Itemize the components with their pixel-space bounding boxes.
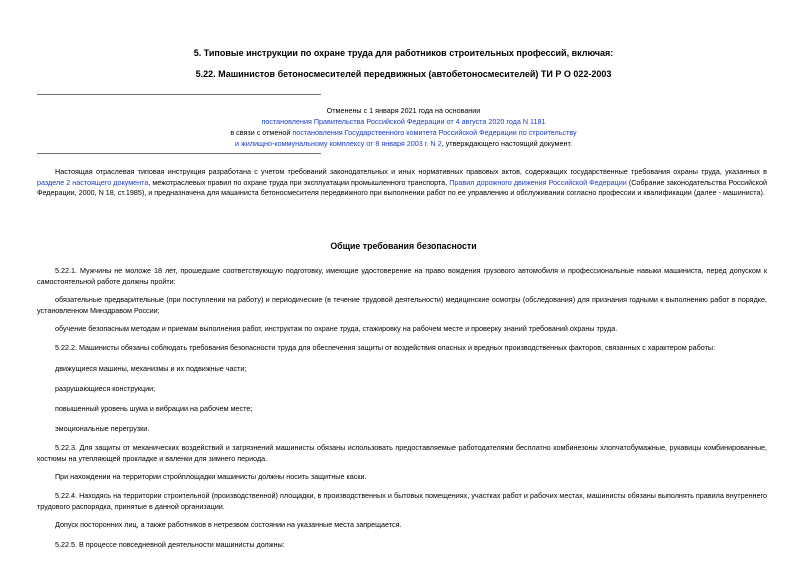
- intro-text-1: Настоящая отраслевая типовая инструкция разработана с учетом требований законодательных и иных нормативных правовых актов, содержащих государственные требования охраны труда, указанных в: [55, 167, 767, 176]
- intro-text-3: (Собрание законодательства Российской Федерации, 2000, N 18, ст.1985), и предназначена для машиниста бетоносмесителя передвижного при выполнении работ по ее управлению и обслуживании согласно профессии и квалификации (далее - машиниста).: [37, 177, 767, 197]
- paragraph-5-22-1: 5.22.1. Мужчины не моложе 18 лет, прошедшие соответствующую подготовку, имеющие удостоверение на право вождения грузового автомобиля и профессиональные навыки машиниста, перед допуском к самостоятельной работе должны пройти:: [37, 266, 767, 286]
- paragraph-5-22-5: 5.22.5. В процессе повседневной деятельности машинисты должны:: [55, 540, 285, 549]
- intro-link-section-2[interactable]: разделе 2 настоящего документа: [37, 177, 149, 187]
- paragraph-training: обучение безопасным методам и приемам выполнения работ, инструктаж по охране труда, стажировку на рабочем месте и проверку знаний требований охраны труда.: [55, 324, 618, 333]
- list-item-structures: разрушающиеся конструкции;: [55, 384, 156, 393]
- notice-link-decree[interactable]: постановления Правительства Российской Федерации от 4 августа 2020 года N 1181: [261, 117, 546, 126]
- notice-line-3-prefix: в связи с отменой: [230, 128, 293, 137]
- intro-link-traffic-rules[interactable]: Правил дорожного движения Российской Федерации: [449, 177, 627, 187]
- intro-paragraph: [37, 167, 767, 199]
- paragraph-5-22-4: 5.22.4. Находясь на территории строительной (производственной) площадки, в производственных и бытовых помещениях, участках работ и рабочих местах, машинисты обязаны выполнять правила внутреннего трудового распорядка, принятые в данной организации.: [37, 491, 767, 511]
- list-item-noise: повышенный уровень шума и вибрации на рабочем месте;: [55, 404, 253, 413]
- paragraph-5-22-2: 5.22.2. Машинисты обязаны соблюдать требования безопасности труда для обеспечения защиты от воздействия опасных и вредных производственных факторов, связанных с характером работы:: [55, 343, 716, 352]
- list-item-moving-machines: движущиеся машины, механизмы и их подвижные части;: [55, 364, 247, 373]
- paragraph-medical: обязательные предварительные (при поступлении на работу) и периодические (в течение трудовой деятельности) медицинские осмотры (обследования) для признания годными к выполнению работ в порядке, установленном Минздравом России;: [37, 295, 767, 315]
- notice-line-4-suffix: , утверждающего настоящий документ.: [441, 139, 572, 148]
- paragraph-5-22-3: 5.22.3. Для защиты от механических воздействий и загрязнений машинисты обязаны использовать предоставляемые работодателями бесплатно комбинезоны хлопчатобумажные, рукавицы комбинированные, костюмы на утепляющей прокладке и валенки для зимнего периода.: [37, 443, 767, 463]
- top-divider: [37, 94, 321, 95]
- paragraph-outsiders: Допуск посторонних лиц, а также работников в нетрезвом состоянии на указанные места запрещается.: [55, 520, 402, 529]
- section-heading: Общие требования безопасности: [330, 241, 477, 251]
- paragraph-helmets: При нахождении на территории стройплощадки машинисты должны носить защитные каски.: [55, 472, 367, 481]
- section-title: 5. Типовые инструкции по охране труда для работников строительных профессий, включая:: [193, 48, 614, 58]
- notice-link-gosstroy-2[interactable]: и жилищно-коммунальному комплексу от 8 января 2003 г. N 2: [235, 139, 442, 148]
- bottom-divider: [37, 153, 321, 154]
- cancellation-notice: [0, 105, 807, 149]
- intro-text-2: , межотраслевых правил по охране труда при эксплуатации промышленного транспорта,: [148, 177, 450, 187]
- document-title: 5.22. Машинистов бетоносмесителей передвижных (автобетоносмесителей) ТИ Р О 022-2003: [195, 69, 612, 79]
- notice-line-1: Отменены с 1 января 2021 года на основании: [326, 106, 481, 115]
- list-item-overload: эмоциональные перегрузки.: [55, 424, 150, 433]
- notice-link-gosstroy[interactable]: постановления Государственного комитета Российской Федерации по строительству: [292, 128, 577, 137]
